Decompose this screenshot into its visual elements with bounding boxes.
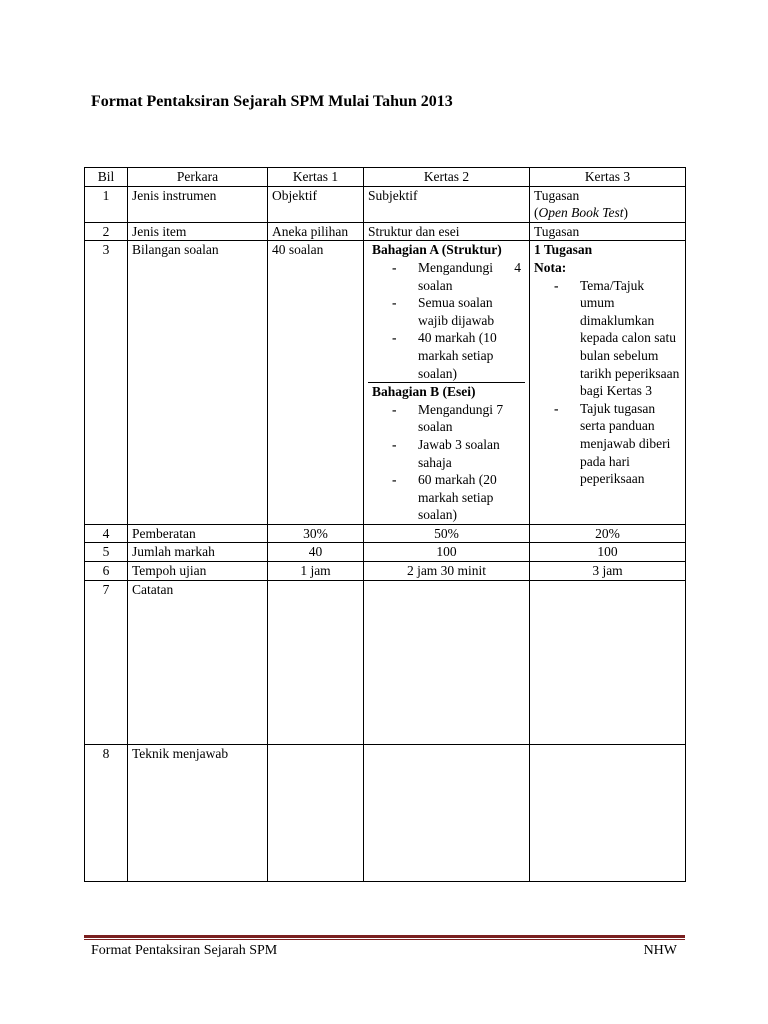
kertas-2-cell <box>364 744 530 881</box>
kertas-2-cell: Subjektif <box>364 186 530 222</box>
table-row <box>85 186 686 222</box>
table-row <box>85 562 686 581</box>
table-row <box>85 241 686 525</box>
header-bil: Bil <box>85 168 128 187</box>
footer-title: Format Pentaksiran Sejarah SPM <box>91 943 278 958</box>
header-perkara: Perkara <box>128 168 268 187</box>
row-item: Jenis instrumen <box>128 186 268 222</box>
section-a-list <box>372 259 521 382</box>
footer-author: NHW <box>643 943 677 958</box>
list-item: - Tema/Tajuk umum dimaklumkan kepada calon satu bulan sebelum tarikh peperiksaan bagi Kertas 3 <box>534 277 681 400</box>
kertas-2-cell: 100 <box>364 543 530 562</box>
kertas-1-cell: 30% <box>268 524 364 543</box>
kertas-1-cell <box>268 744 364 881</box>
row-number: 4 <box>85 524 128 543</box>
kertas-3-cell <box>530 744 686 881</box>
kertas-1-cell: 40 <box>268 543 364 562</box>
kertas-1-cell <box>268 580 364 744</box>
page-title: Format Pentaksiran Sejarah SPM Mulai Tahun 2013 <box>91 93 453 110</box>
list-item: - Jawab 3 soalan sahaja <box>372 436 521 471</box>
row-item: Catatan <box>128 580 268 744</box>
kertas-3-cell: 100 <box>530 543 686 562</box>
section-a-title: Bahagian A (Struktur) <box>372 242 502 258</box>
row-number: 6 <box>85 562 128 581</box>
section-b-list <box>372 401 521 524</box>
footer-divider <box>84 935 685 938</box>
row-number: 1 <box>85 186 128 222</box>
list-item: - Mengandungi 7 soalan <box>372 401 521 436</box>
kertas-3-cell <box>530 241 686 525</box>
list-item: - Tajuk tugasan serta panduan menjawab diberi pada hari peperiksaan <box>534 400 681 488</box>
row-item: Jenis item <box>128 222 268 241</box>
kertas-2-cell: Struktur dan esei <box>364 222 530 241</box>
header-kertas-2: Kertas 2 <box>364 168 530 187</box>
header-kertas-3: Kertas 3 <box>530 168 686 187</box>
kertas-3-line: Tugasan <box>534 187 580 203</box>
assessment-table <box>84 167 686 882</box>
row-item: Tempoh ujian <box>128 562 268 581</box>
open-book-test-text: Open Book Test <box>538 205 624 221</box>
nota-label: Nota: <box>534 259 567 275</box>
section-b-title: Bahagian B (Esei) <box>372 384 476 400</box>
footer-divider-thin <box>84 939 685 940</box>
kertas-3-note <box>534 204 681 222</box>
section-a <box>368 241 525 382</box>
list-item: - Mengandungi 4 soalan <box>372 259 521 294</box>
table-row <box>85 543 686 562</box>
kertas-1-cell: Aneka pilihan <box>268 222 364 241</box>
row-item: Jumlah markah <box>128 543 268 562</box>
section-b <box>368 382 525 524</box>
row-number: 7 <box>85 580 128 744</box>
row-item: Pemberatan <box>128 524 268 543</box>
kertas-1-cell: 1 jam <box>268 562 364 581</box>
paren-open: ( <box>534 205 539 221</box>
row-item: Teknik menjawab <box>128 744 268 881</box>
kertas-3-cell: Tugasan <box>530 222 686 241</box>
list-item: - 60 markah (20 markah setiap soalan) <box>372 471 521 524</box>
row-number: 3 <box>85 241 128 525</box>
row-number: 2 <box>85 222 128 241</box>
table-row <box>85 524 686 543</box>
row-number: 5 <box>85 543 128 562</box>
tugasan-heading: 1 Tugasan <box>534 242 593 258</box>
row-number: 8 <box>85 744 128 881</box>
kertas-2-cell: 50% <box>364 524 530 543</box>
table-row <box>85 580 686 744</box>
list-item: - 40 markah (10 markah setiap soalan) <box>372 329 521 382</box>
kertas-1-cell: 40 soalan <box>268 241 364 525</box>
kertas-3-cell: 3 jam <box>530 562 686 581</box>
row-item: Bilangan soalan <box>128 241 268 525</box>
kertas-2-cell <box>364 580 530 744</box>
kertas-3-cell <box>530 186 686 222</box>
header-kertas-1: Kertas 1 <box>268 168 364 187</box>
kertas-2-cell: 2 jam 30 minit <box>364 562 530 581</box>
kertas-2-cell <box>364 241 530 525</box>
kertas-1-cell: Objektif <box>268 186 364 222</box>
table-header-row <box>85 168 686 187</box>
table-row <box>85 744 686 881</box>
paren-close: ) <box>623 205 628 221</box>
list-item: - Semua soalan wajib dijawab <box>372 294 521 329</box>
nota-list <box>534 277 681 488</box>
kertas-3-cell: 20% <box>530 524 686 543</box>
kertas-3-cell <box>530 580 686 744</box>
table-row <box>85 222 686 241</box>
